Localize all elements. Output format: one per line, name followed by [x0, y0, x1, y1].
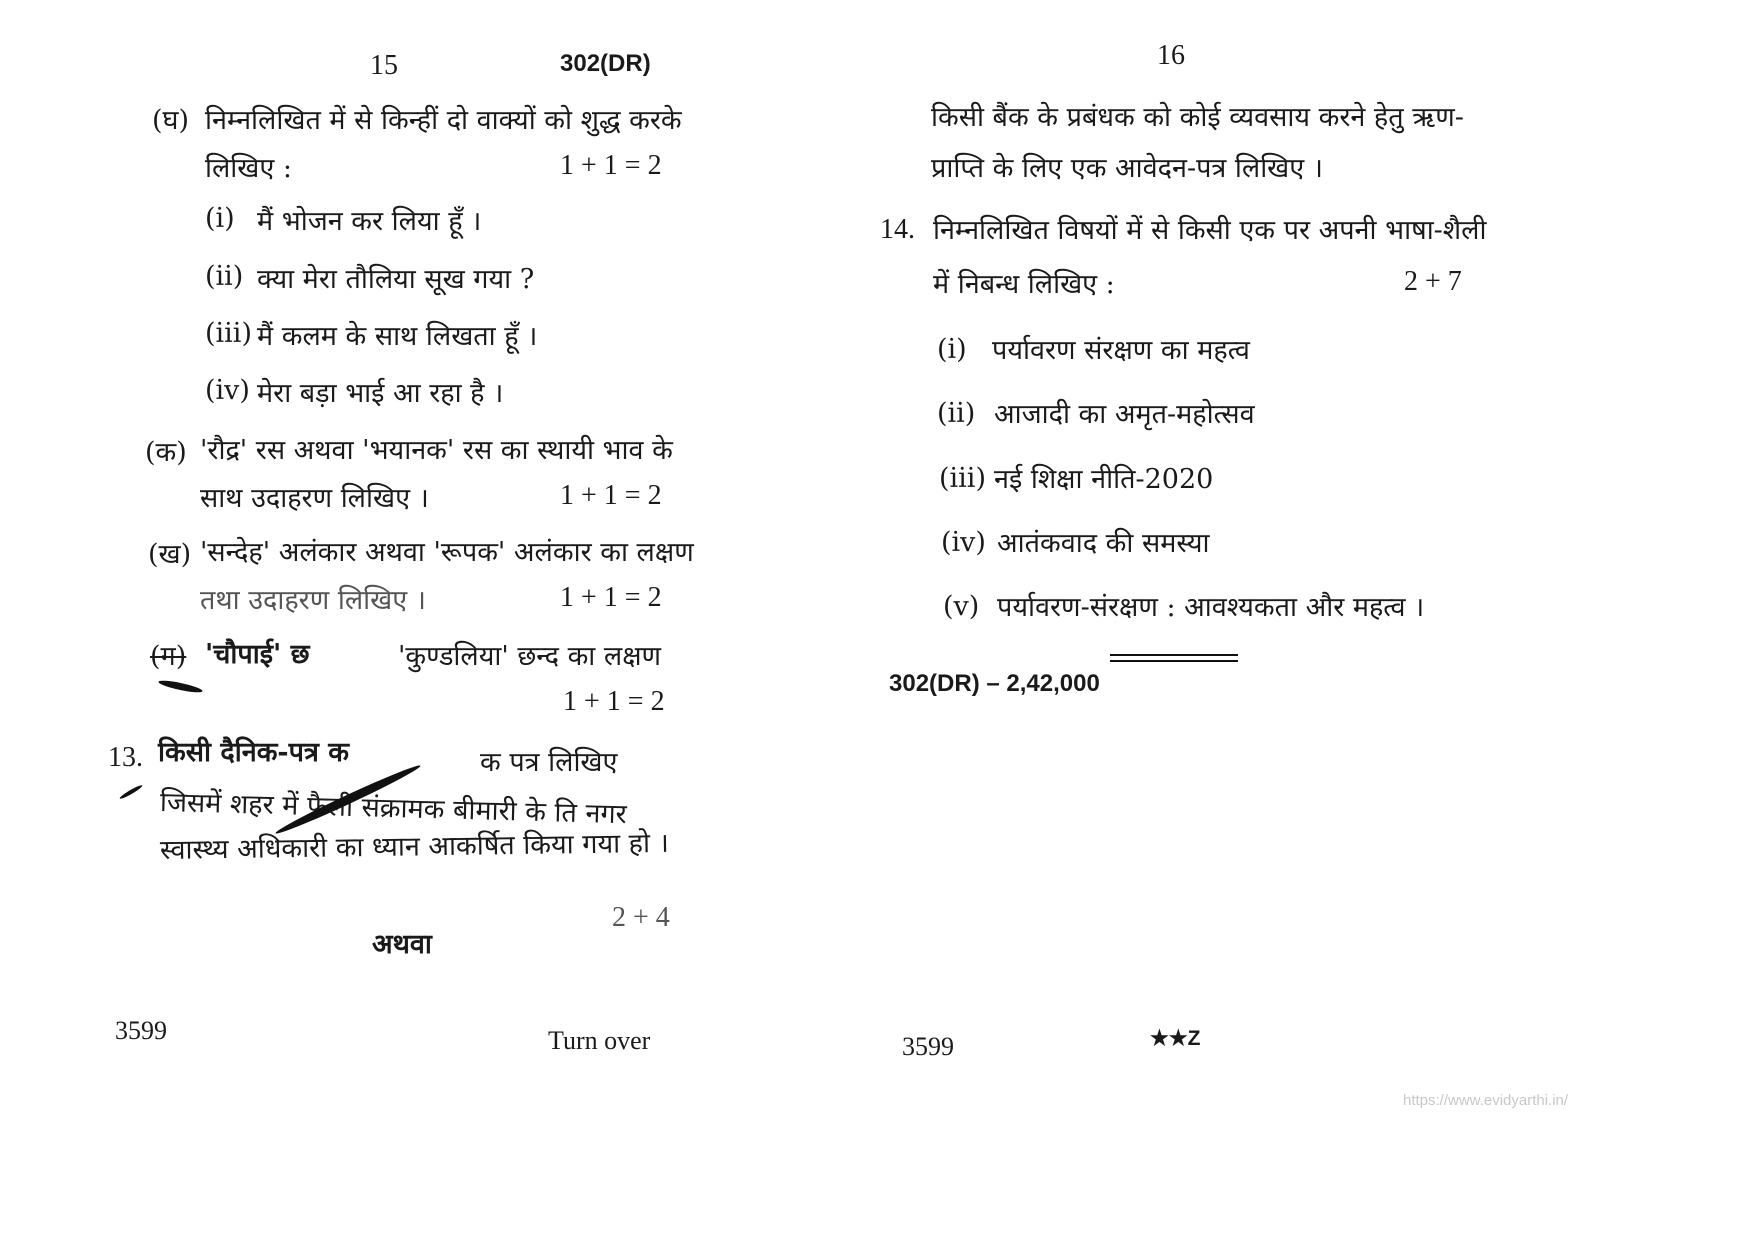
question-ga-marks: 1 + 1 = 2: [563, 686, 665, 717]
q14-item-text: आजादी का अमृत-महोत्सव: [994, 399, 1255, 430]
question-13-number: 13.: [108, 742, 143, 773]
page-number: 15: [370, 50, 398, 81]
q14-item-text: नई शिक्षा नीति-2020: [994, 464, 1214, 495]
q14-item-num: (i): [937, 334, 967, 365]
scan-smudge: [119, 784, 144, 800]
athva-label: अथवा: [372, 929, 432, 960]
turn-over: Turn over: [548, 1026, 651, 1055]
q14-item-num: (ii): [937, 398, 976, 429]
question-gha-marks: 1 + 1 = 2: [560, 150, 662, 181]
question-ka-line1: 'रौद्र' रस अथवा 'भयानक' रस का स्थायी भाव के: [200, 435, 673, 466]
gha-item-num: (ii): [205, 261, 244, 292]
gha-item-text: क्या मेरा तौलिया सूख गया ?: [257, 264, 535, 295]
page-number: 16: [1157, 40, 1185, 71]
q14-item-num: (iii): [939, 463, 986, 494]
gha-item-text: मैं भोजन कर लिया हूँ ।: [257, 206, 482, 237]
question-ga-line1a: 'चौपाई' छ: [205, 639, 310, 670]
question-13-line1b: क पत्र लिखिए: [480, 747, 618, 778]
q14-item-num: (iv): [941, 527, 986, 558]
question-gha-label: (घ): [152, 105, 190, 136]
right-page: [877, 0, 1754, 1241]
question-gha-line2: लिखिए :: [205, 153, 292, 184]
scan-smudge: [158, 678, 203, 694]
question-kha-label: (ख): [148, 539, 192, 570]
question-ka-label: (क): [145, 437, 187, 468]
question-ga-label: (ग): [150, 641, 187, 672]
question-kha-line2: तथा उदाहरण लिखिए ।: [200, 585, 426, 616]
gha-item-text: मेरा बड़ा भाई आ रहा है ।: [257, 378, 504, 409]
question-14-line2: में निबन्ध लिखिए :: [933, 269, 1115, 300]
gha-item-num: (i): [205, 203, 235, 234]
athva-question-line1: किसी बैंक के प्रबंधक को कोई व्यवसाय करने हेतु ऋण-: [931, 102, 1464, 133]
stars-mark: ★★Z: [1150, 1027, 1201, 1050]
question-13-marks: 2 + 4: [612, 902, 670, 933]
question-13-line2: जिसमें शहर में फैली संक्रामक बीमारी के ति नगर: [159, 787, 628, 831]
gha-item-text: मैं कलम के साथ लिखता हूँ ।: [257, 321, 538, 352]
question-13-line1a: किसी दैनिक-पत्र क: [158, 737, 350, 768]
question-ka-marks: 1 + 1 = 2: [560, 480, 662, 511]
footer-code: 3599: [115, 1016, 167, 1045]
footer-code: 3599: [902, 1032, 954, 1061]
question-ka-line2: साथ उदाहरण लिखिए ।: [200, 483, 429, 514]
watermark: https://www.evidyarthi.in/: [1403, 1092, 1569, 1109]
end-rule: [1110, 654, 1238, 656]
end-rule: [1110, 660, 1238, 662]
q14-item-num: (v): [943, 591, 980, 622]
athva-question-line2: प्राप्ति के लिए एक आवेदन-पत्र लिखिए ।: [931, 153, 1324, 184]
question-13-line3: स्वास्थ्य अधिकारी का ध्यान आकर्षित किया गया हो ।: [159, 827, 670, 866]
paper-code: 302(DR): [560, 50, 651, 77]
q14-item-text: आतंकवाद की समस्या: [997, 528, 1210, 559]
question-gha-line1: निम्नलिखित में से किन्हीं दो वाक्यों को शुद्ध करके: [205, 105, 682, 136]
question-14-number: 14.: [880, 214, 915, 245]
gha-item-num: (iii): [205, 318, 252, 349]
question-kha-marks: 1 + 1 = 2: [560, 582, 662, 613]
question-ga-line1b: 'कुण्डलिया' छन्द का लक्षण: [398, 641, 662, 672]
gha-item-num: (iv): [205, 375, 250, 406]
q14-item-text: पर्यावरण-संरक्षण : आवश्यकता और महत्व ।: [997, 592, 1425, 623]
question-14-line1: निम्नलिखित विषयों में से किसी एक पर अपनी भाषा-शैली: [933, 215, 1487, 246]
question-kha-line1: 'सन्देह' अलंकार अथवा 'रूपक' अलंकार का लक्षण: [200, 537, 694, 568]
end-code: 302(DR) – 2,42,000: [889, 670, 1100, 697]
question-14-marks: 2 + 7: [1404, 266, 1462, 297]
q14-item-text: पर्यावरण संरक्षण का महत्व: [992, 335, 1250, 366]
